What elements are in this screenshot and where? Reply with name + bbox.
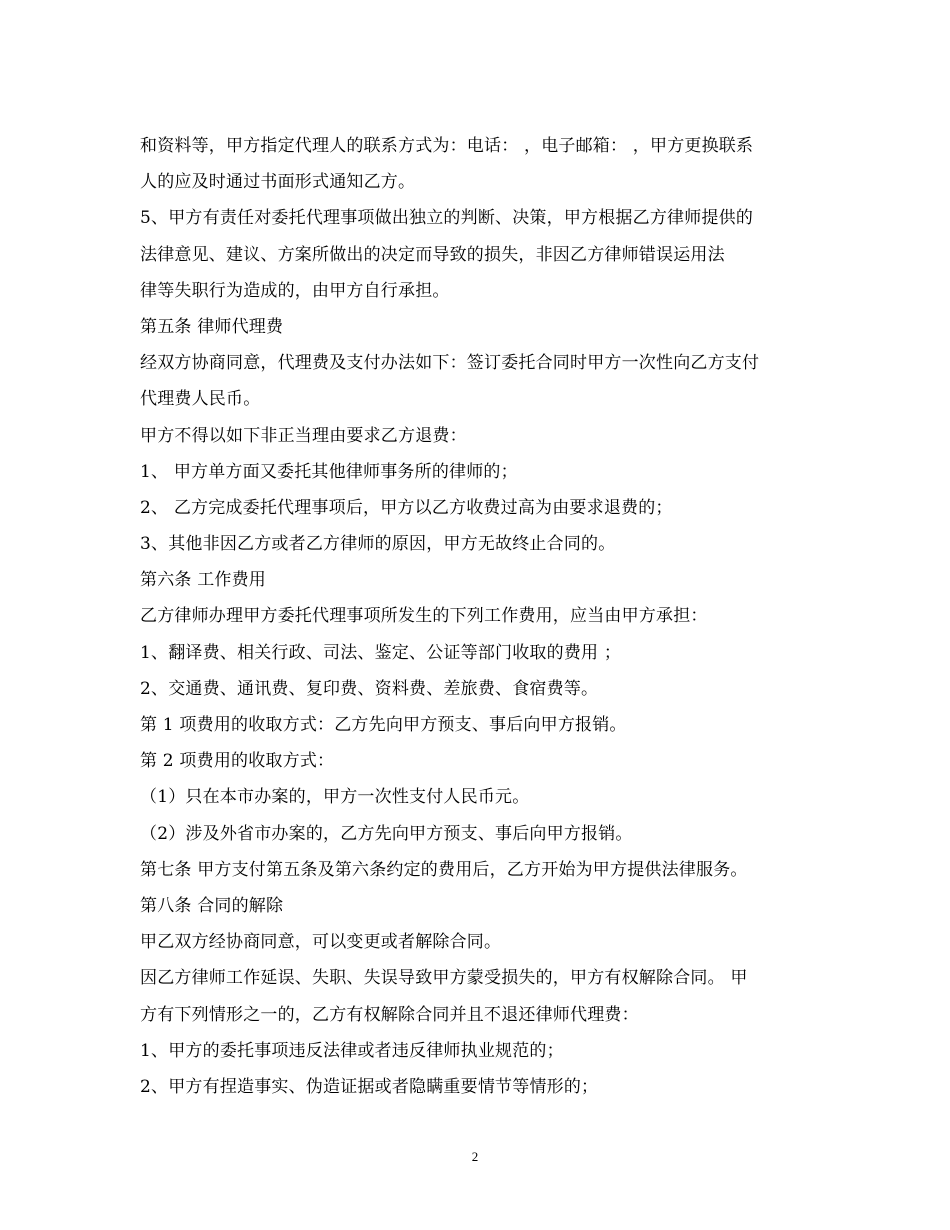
text-line: 甲方不得以如下非正当理由要求乙方退费： <box>140 425 467 446</box>
section-heading: 第六条 工作费用 <box>140 570 267 591</box>
list-item: 3、其他非因乙方或者乙方律师的原因，甲方无故终止合同的。 <box>140 534 616 555</box>
text-line: 乙方律师办理甲方委托代理事项所发生的下列工作费用，应当由甲方承担： <box>140 606 708 627</box>
text-line: 律等失职行为造成的，由甲方自行承担。 <box>140 280 450 301</box>
page-number: 2 <box>471 1149 479 1164</box>
section-heading: 第七条 甲方支付第五条及第六条约定的费用后，乙方开始为甲方提供法律服务。 <box>140 859 748 880</box>
text-line: 经双方协商同意，代理费及支付办法如下：签订委托合同时甲方一次性向乙方支付 <box>140 353 760 374</box>
section-heading: 第五条 律师代理费 <box>140 316 284 337</box>
text-line: 方有下列情形之一的，乙方有权解除合同并且不退还律师代理费： <box>140 1004 639 1025</box>
text-line: 第 2 项费用的收取方式： <box>140 751 335 772</box>
list-item: 1、 甲方单方面又委托其他律师事务所的律师的； <box>140 461 518 482</box>
list-item: 1、翻译费、相关行政、司法、鉴定、公证等部门收取的费用 ； <box>140 642 622 663</box>
list-item: （1）只在本市办案的，甲方一次性支付人民币元。 <box>140 787 530 808</box>
text-line: 因乙方律师工作延误、失职、失误导致甲方蒙受损失的，甲方有权解除合同。 甲 <box>140 968 748 989</box>
list-item: 2、甲方有捏造事实、伪造证据或者隐瞒重要情节等情形的； <box>140 1076 599 1097</box>
text-line: 第 1 项费用的收取方式：乙方先向甲方预支、事后向甲方报销。 <box>140 715 627 735</box>
list-item: （2）涉及外省市办案的，乙方先向甲方预支、事后向甲方报销。 <box>140 823 633 844</box>
list-item: 2、 乙方完成委托代理事项后，甲方以乙方收费过高为由要求退费的； <box>140 497 673 518</box>
list-item: 2、交通费、通讯费、复印费、资料费、差旅费、食宿费等。 <box>140 678 599 699</box>
document-body <box>140 128 820 1105</box>
section-heading: 第八条 合同的解除 <box>140 895 284 916</box>
text-line: 甲乙双方经协商同意，可以变更或者解除合同。 <box>140 932 502 953</box>
text-line: 法律意见、建议、方案所做出的决定而导致的损失，非因乙方律师错误运用法 <box>140 244 725 265</box>
list-item: 1、甲方的委托事项违反法律或者违反律师执业规范的； <box>140 1040 564 1061</box>
text-line: 代理费人民币。 <box>140 389 261 410</box>
text-line: 和资料等，甲方指定代理人的联系方式为：电话： ，电子邮箱： ，甲方更换联系 <box>140 136 754 156</box>
text-line: 5、甲方有责任对委托代理事项做出独立的判断、决策，甲方根据乙方律师提供的 <box>140 208 754 229</box>
text-line: 人的应及时通过书面形式通知乙方。 <box>140 172 416 193</box>
